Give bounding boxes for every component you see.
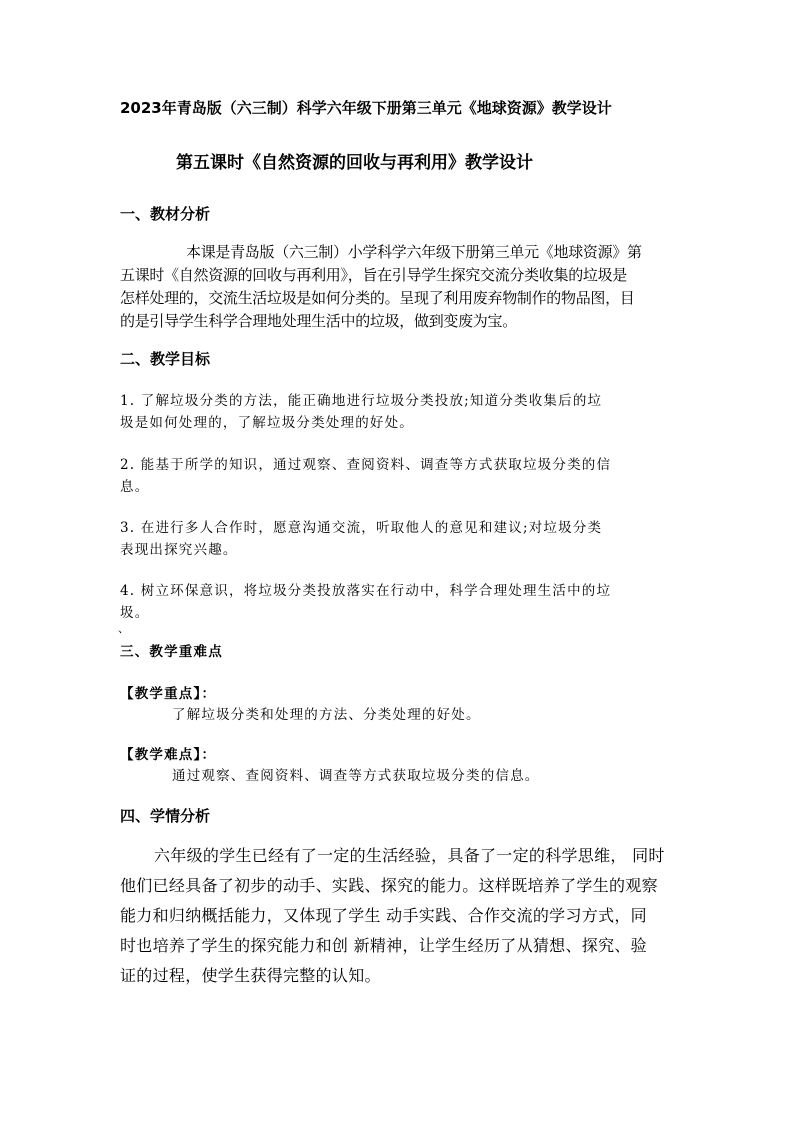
section-heading-key-points: 三、教学重难点 <box>120 644 223 660</box>
document-title: 2023年青岛版（六三制）科学六年级下册第三单元《地球资源》教学设计 <box>120 99 612 117</box>
objective-line: 圾。 <box>120 605 150 621</box>
lesson-title: 第五课时《自然资源的回收与再利用》教学设计 <box>176 153 533 173</box>
paragraph-line: 本课是青岛版（六三制）小学科学六年级下册第三单元《地球资源》第 <box>186 243 642 261</box>
objective-line: 2. 能基于所学的知识，通过观察、查阅资料、调查等方式获取垃圾分类的信 <box>120 457 612 473</box>
paragraph-line: 时也培养了学生的探究能力和创 新精神，让学生经历了从猜想、探究、验 <box>120 936 647 955</box>
objective-line: 息。 <box>120 479 150 495</box>
objective-line: 4. 树立环保意识，将垃圾分类投放落实在行动中，科学合理处理生活中的垃 <box>120 583 612 599</box>
objective-line: 表现出探究兴趣。 <box>120 542 238 558</box>
stray-mark: 、 <box>118 622 129 635</box>
difficulty-text: 通过观察、查阅资料、调查等方式获取垃圾分类的信息。 <box>172 768 540 784</box>
paragraph-line: 五课时《自然资源的回收与再利用》，旨在引导学生探究交流分类收集的垃圾是 <box>120 266 628 284</box>
section-heading-materials: 一、教材分析 <box>120 205 211 223</box>
key-point-label: 【教学重点】： <box>120 686 217 702</box>
objective-line: 3. 在进行多人合作时，愿意沟通交流，听取他人的意见和建议;对垃圾分类 <box>120 520 603 536</box>
paragraph-line: 他们已经具备了初步的动手、实践、探究的能力。这样既培养了学生的观察 <box>120 876 658 895</box>
section-heading-student-analysis: 四、学情分析 <box>120 807 211 825</box>
paragraph-line: 能力和归纳概括能力，又体现了学生 动手实践、合作交流的学习方式，同 <box>120 906 647 925</box>
difficulty-label: 【教学难点】： <box>120 747 217 763</box>
paragraph-line: 怎样处理的，交流生活垃圾是如何分类的。呈现了利用废弃物制作的物品图，目 <box>120 289 635 307</box>
paragraph-line: 六年级的学生已经有了一定的生活经验，具备了一定的科学思维， 同时 <box>154 846 665 865</box>
paragraph-line: 证的过程，使学生获得完整的认知。 <box>120 966 381 985</box>
objective-line: 圾是如何处理的，了解垃圾分类处理的好处。 <box>120 415 414 431</box>
objective-line: 1. 了解垃圾分类的方法，能正确地进行垃圾分类投放;知道分类收集后的垃 <box>120 393 603 409</box>
key-point-text: 了解垃圾分类和处理的方法、分类处理的好处。 <box>172 707 481 723</box>
paragraph-line: 的是引导学生科学合理地处理生活中的垃圾，做到变废为宝。 <box>120 312 517 330</box>
section-heading-objectives: 二、教学目标 <box>120 350 211 368</box>
